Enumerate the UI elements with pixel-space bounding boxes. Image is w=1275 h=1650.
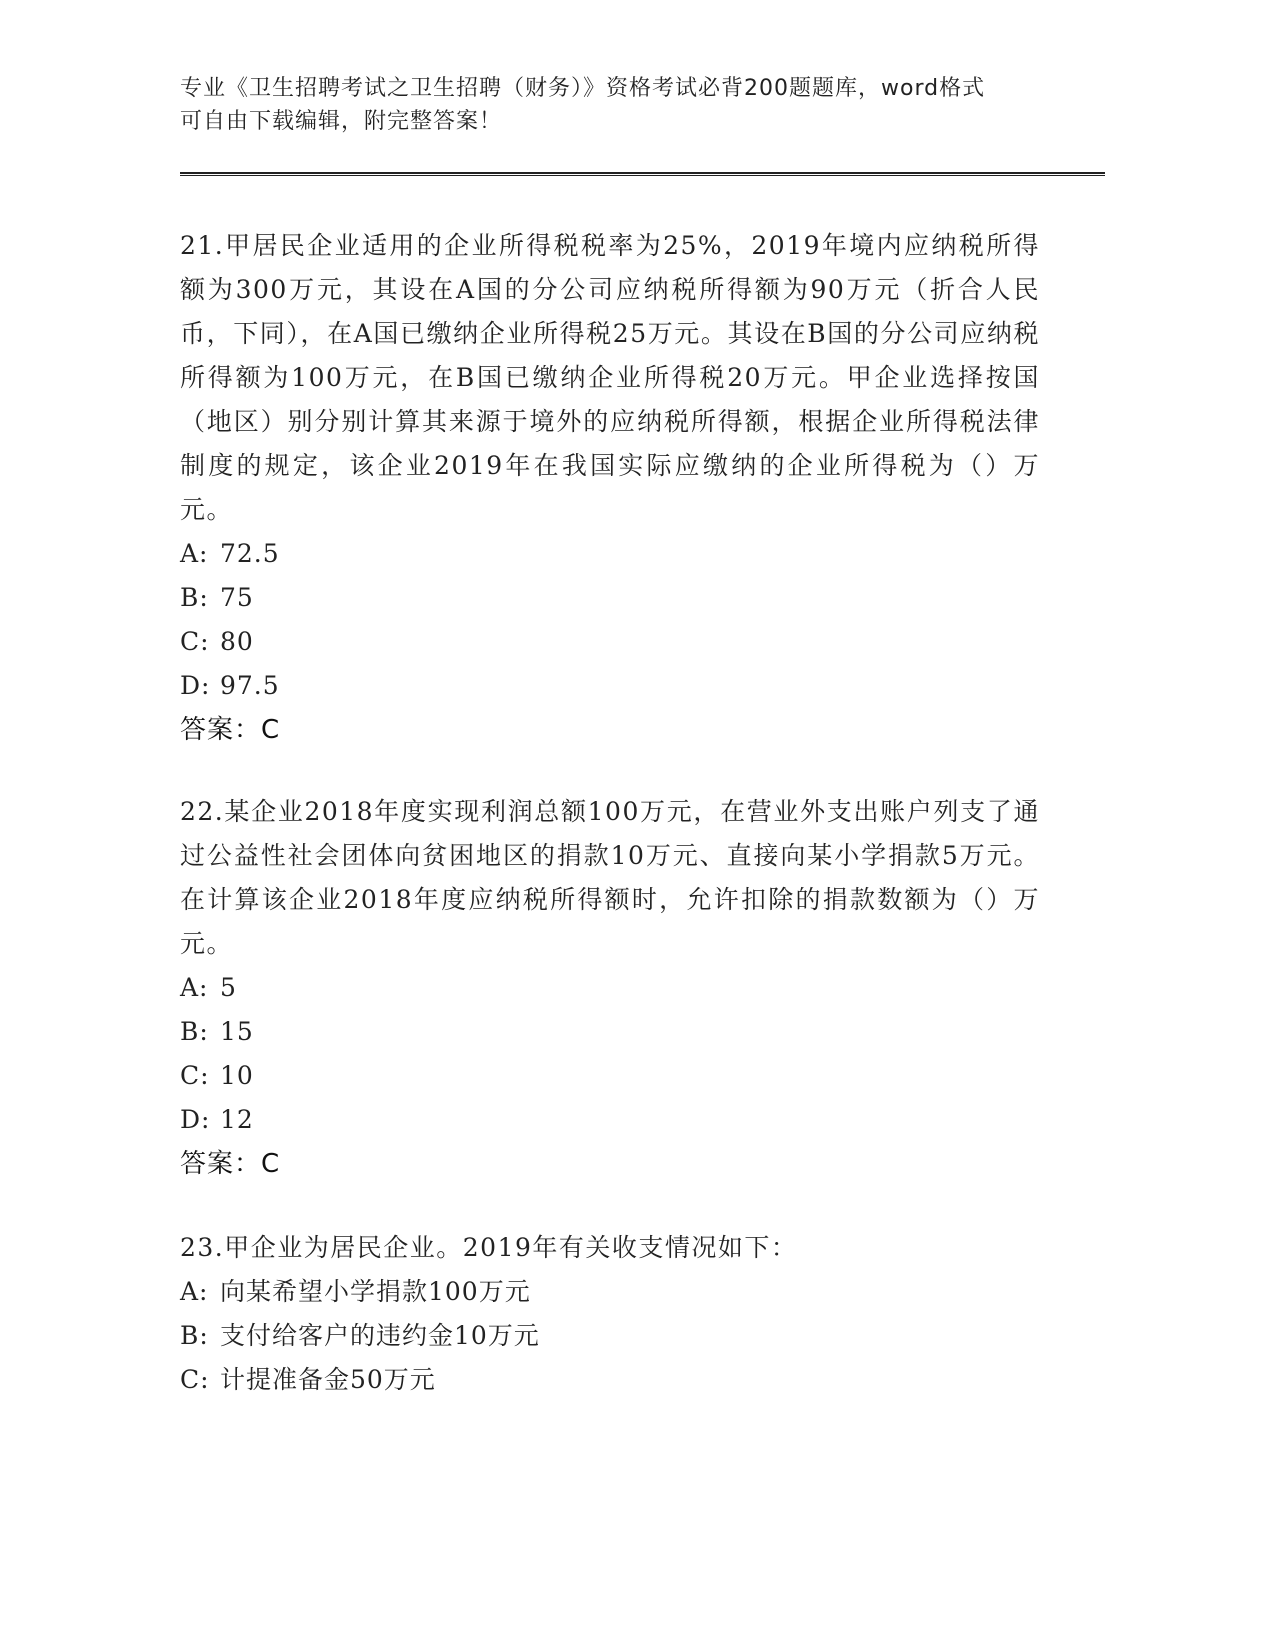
option-key: C:	[180, 1365, 210, 1394]
option-key: A:	[180, 539, 209, 568]
option-key: A:	[180, 1277, 209, 1306]
option-key: B:	[180, 583, 209, 612]
answer-line: 答案：C	[180, 715, 281, 745]
option-key: B:	[180, 1017, 209, 1046]
option-key: A:	[180, 973, 209, 1002]
option-text: 支付给客户的违约金10万元	[220, 1321, 540, 1350]
header-line-2: 可自由下载编辑，附完整答案！	[180, 109, 503, 134]
option-c	[180, 1054, 1040, 1098]
option-c	[180, 1358, 1040, 1402]
question-stem: 21.甲居民企业适用的企业所得税税率为25%，2019年境内应纳税所得额为300万元，其设在A国的分公司应纳税所得额为90万元（折合人民币，下同），在A国已缴纳企业所得税25万元。其设在B国的分公司应纳税所得额为100万元，在B国已缴纳企业所得税20万元。甲企业选择按国（地区）别分别计算其来源于境外的应纳税所得额，根据企业所得税法律制度的规定，该企业2019年在我国实际应缴纳的企业所得税为（）万元。	[180, 231, 1040, 524]
option-c	[180, 620, 1040, 664]
answer-line: 答案：C	[180, 1149, 281, 1179]
header-line-1: 专业《卫生招聘考试之卫生招聘（财务）》资格考试必背200题题库，word格式	[180, 76, 986, 101]
option-d	[180, 1098, 1040, 1142]
question-stem: 23.甲企业为居民企业。2019年有关收支情况如下：	[180, 1233, 798, 1262]
option-b	[180, 1010, 1040, 1054]
option-key: C:	[180, 1061, 210, 1090]
option-a	[180, 532, 1040, 576]
option-text: 97.5	[220, 671, 280, 700]
option-a	[180, 966, 1040, 1010]
option-d	[180, 664, 1040, 708]
option-b	[180, 576, 1040, 620]
option-b	[180, 1314, 1040, 1358]
option-key: C:	[180, 627, 210, 656]
option-text: 80	[220, 627, 254, 656]
option-text: 向某希望小学捐款100万元	[220, 1277, 531, 1306]
option-text: 12	[220, 1105, 254, 1134]
option-key: D:	[180, 671, 211, 700]
question-22	[180, 790, 1040, 1186]
option-key: B:	[180, 1321, 209, 1350]
option-text: 75	[220, 583, 254, 612]
option-text: 15	[220, 1017, 254, 1046]
document-header	[180, 72, 1080, 138]
question-23	[180, 1226, 1040, 1402]
option-text: 72.5	[220, 539, 280, 568]
question-21	[180, 224, 1040, 752]
option-key: D:	[180, 1105, 211, 1134]
header-divider	[180, 172, 1105, 176]
option-text: 计提准备金50万元	[220, 1365, 436, 1394]
question-stem: 22.某企业2018年度实现利润总额100万元，在营业外支出账户列支了通过公益性社会团体向贫困地区的捐款10万元、直接向某小学捐款5万元。在计算该企业2018年度应纳税所得额时，允许扣除的捐款数额为（）万元。	[180, 797, 1040, 958]
option-text: 10	[220, 1061, 254, 1090]
option-a	[180, 1270, 1040, 1314]
option-text: 5	[220, 973, 237, 1002]
